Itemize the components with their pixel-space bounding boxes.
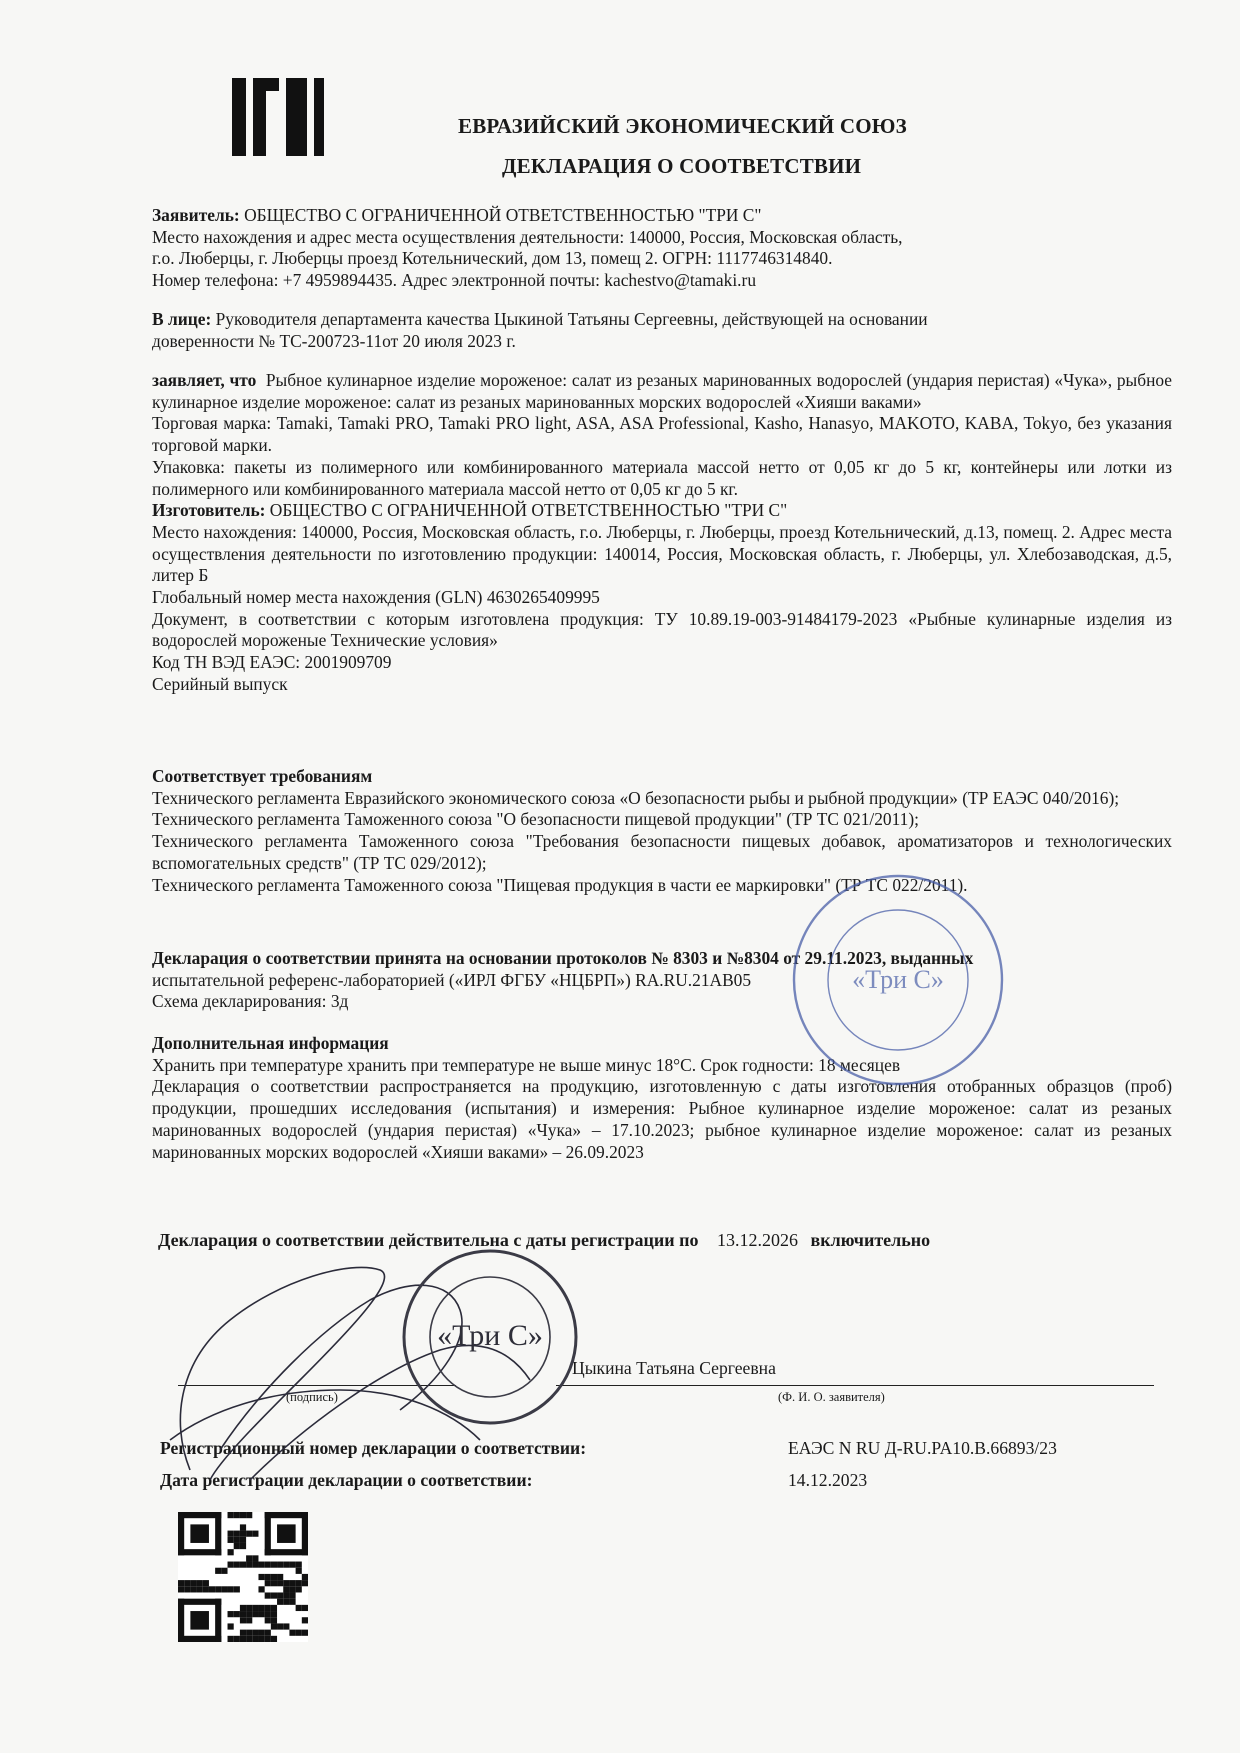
registration-date-label: Дата регистрации декларации о соответствии: [160,1470,533,1490]
regulation-item: Технического регламента Евразийского экономического союза «О безопасности рыбы и рыбной продукции» (ТР ЕАЭС 040/2016); [152,787,1120,808]
applicant-label: Заявитель: [152,205,240,225]
validity-text: Декларация о соответствии действительна с даты регистрации по [158,1230,699,1250]
validity-date: 13.12.2026 [717,1230,799,1250]
applicant-name: ОБЩЕСТВО С ОГРАНИЧЕННОЙ ОТВЕТСТВЕННОСТЬЮ "ТРИ С" [244,205,762,225]
packaging-text: Упаковка: пакеты из полимерного или комбинированного материала массой нетто от 0,05 кг до 5 кг, контейнеры или лотки из полимерного или комбинированного материала массой нетто от 0,05 кг до 5 кг. [152,456,1172,499]
trademark-text: Торговая марка: Tamaki, Tamaki PRO, Tamaki PRO light, ASA, ASA Professional, Kasho, Hanasyo, MAKOTO, KABA, Tokyo, без указания торговой марки. [152,413,1172,456]
registration-number-label: Регистрационный номер декларации о соответствии: [160,1438,587,1458]
representative-text: Руководителя департамента качества Цыкиной Татьяны Сергеевны, действующей на основании [215,309,928,329]
applicant-contacts-line: Номер телефона: +7 4959894435. Адрес электронной почты: kachestvo@tamaki.ru [152,270,757,291]
manufacturer-label: Изготовитель: [152,500,266,521]
applicant-address-line: Место нахождения и адрес места осуществления деятельности: 140000, Россия, Московская область, [152,226,903,247]
regulation-item: Технического регламента Таможенного союза "О безопасности пищевой продукции" (ТР ТС 021/2011); [152,809,919,830]
declares-label: заявляет, что [152,370,257,390]
product-description: Рыбное кулинарное изделие мороженое: салат из резаных маринованных водорослей (ундария перистая) «Чука», рыбное кулинарное изделие мороженое: салат из резаных маринованных морских водорослей «Хияши ваками» [152,370,1172,412]
regulation-item: Технического регламента Таможенного союза "Требования безопасности пищевых добавок, ароматизаторов и технологических вспомогательных средств" (ТР ТС 029/2012); [152,831,1172,873]
compliance-heading: Соответствует требованиям [152,766,373,786]
manufacturing-document: Документ, в соответствии с которым изготовлена продукция: ТУ 10.89.19-003-91484179-2023 «Рыбные кулинарные изделия из водорослей мороженые Технические условия» [152,608,1172,651]
scope-text: Декларация о соответствии распространяется на продукцию, изготовленную с даты изготовления отобранных образцов (проб) продукции, прошедших исследования (испытания) и измерения: Рыбное кулинарное изделие мороженое: салат из резаных маринованных водорослей (ундария перистая) «Чука» – 17.10.2023; рыбное кулинарное изделие мороженое: салат из резаных маринованных морских водорослей «Хияши ваками» – 26.09.2023 [152,1076,1172,1162]
applicant-address-line: г.о. Люберцы, г. Люберцы проезд Котельнический, дом 13, помещ 2. ОГРН: 1117746314840. [152,248,833,269]
basis-lab: испытательной референс-лабораторией («ИРЛ ФГБУ «НЦБРП») RA.RU.21AB05 [152,969,752,990]
validity-suffix: включительно [810,1230,931,1250]
blue-round-stamp [786,868,1010,1092]
signature-caption: (подпись) [286,1390,338,1404]
qr-code [178,1512,308,1642]
name-line [556,1385,1154,1386]
applicant-block [152,205,1172,292]
release-type: Серийный выпуск [152,673,288,694]
signer-name: Цыкина Татьяна Сергеевна [572,1358,776,1378]
manufacturer-name: ОБЩЕСТВО С ОГРАНИЧЕННОЙ ОТВЕТСТВЕННОСТЬЮ "ТРИ С" [269,500,788,521]
company-stamp-seal [398,1245,582,1429]
regulation-item: Технического регламента Таможенного союза "Пищевая продукция в части ее маркировки" (ТР ТС 022/2011). [152,874,968,895]
manufacturer-gln: Глобальный номер места нахождения (GLN) 4630265409995 [152,587,600,608]
additional-heading: Дополнительная информация [152,1033,389,1053]
registration-date-value: 14.12.2023 [788,1470,868,1490]
eac-logo [232,78,324,156]
storage-text: Хранить при температуре хранить при температуре не выше минус 18°С. Срок годности: 18 месяцев [152,1054,901,1075]
svg-text:«Три С»: «Три С» [852,965,944,994]
representative-block [152,309,1172,352]
manufacturer-address: Место нахождения: 140000, Россия, Московская область, г.о. Люберцы, г. Люберцы, проезд Котельнический, д.13, помещ. 2. Адрес места осуществления деятельности по изготовлению продукции: 140014, Россия, Московская область, г. Люберцы, ул. Хлебозаводская, д.5, литер Б [152,521,1172,586]
basis-protocols: Декларация о соответствии принята на основании протоколов № 8303 и №8304 от 29.11.2023, выданных [152,948,974,968]
representative-text-2: доверенности № ТС-200723-11от 20 июля 2023 г. [152,330,516,351]
document-title: ДЕКЛАРАЦИЯ О СООТВЕТСТВИИ [502,154,862,178]
declares-block [152,370,1172,696]
union-title: ЕВРАЗИЙСКИЙ ЭКОНОМИЧЕСКИЙ СОЮЗ [458,114,907,138]
basis-block [152,948,1172,1013]
tnved-code: Код ТН ВЭД ЕАЭС: 2001909709 [152,652,392,673]
name-caption: (Ф. И. О. заявителя) [778,1390,885,1404]
additional-block [152,1033,1172,1163]
registration-number-value: ЕАЭС N RU Д-RU.PA10.B.66893/23 [788,1438,1057,1458]
compliance-block [152,766,1172,896]
stamp-center-text: «Три С» [437,1319,543,1352]
representative-label: В лице: [152,309,212,329]
declaration-scheme: Схема декларирования: 3д [152,991,349,1012]
